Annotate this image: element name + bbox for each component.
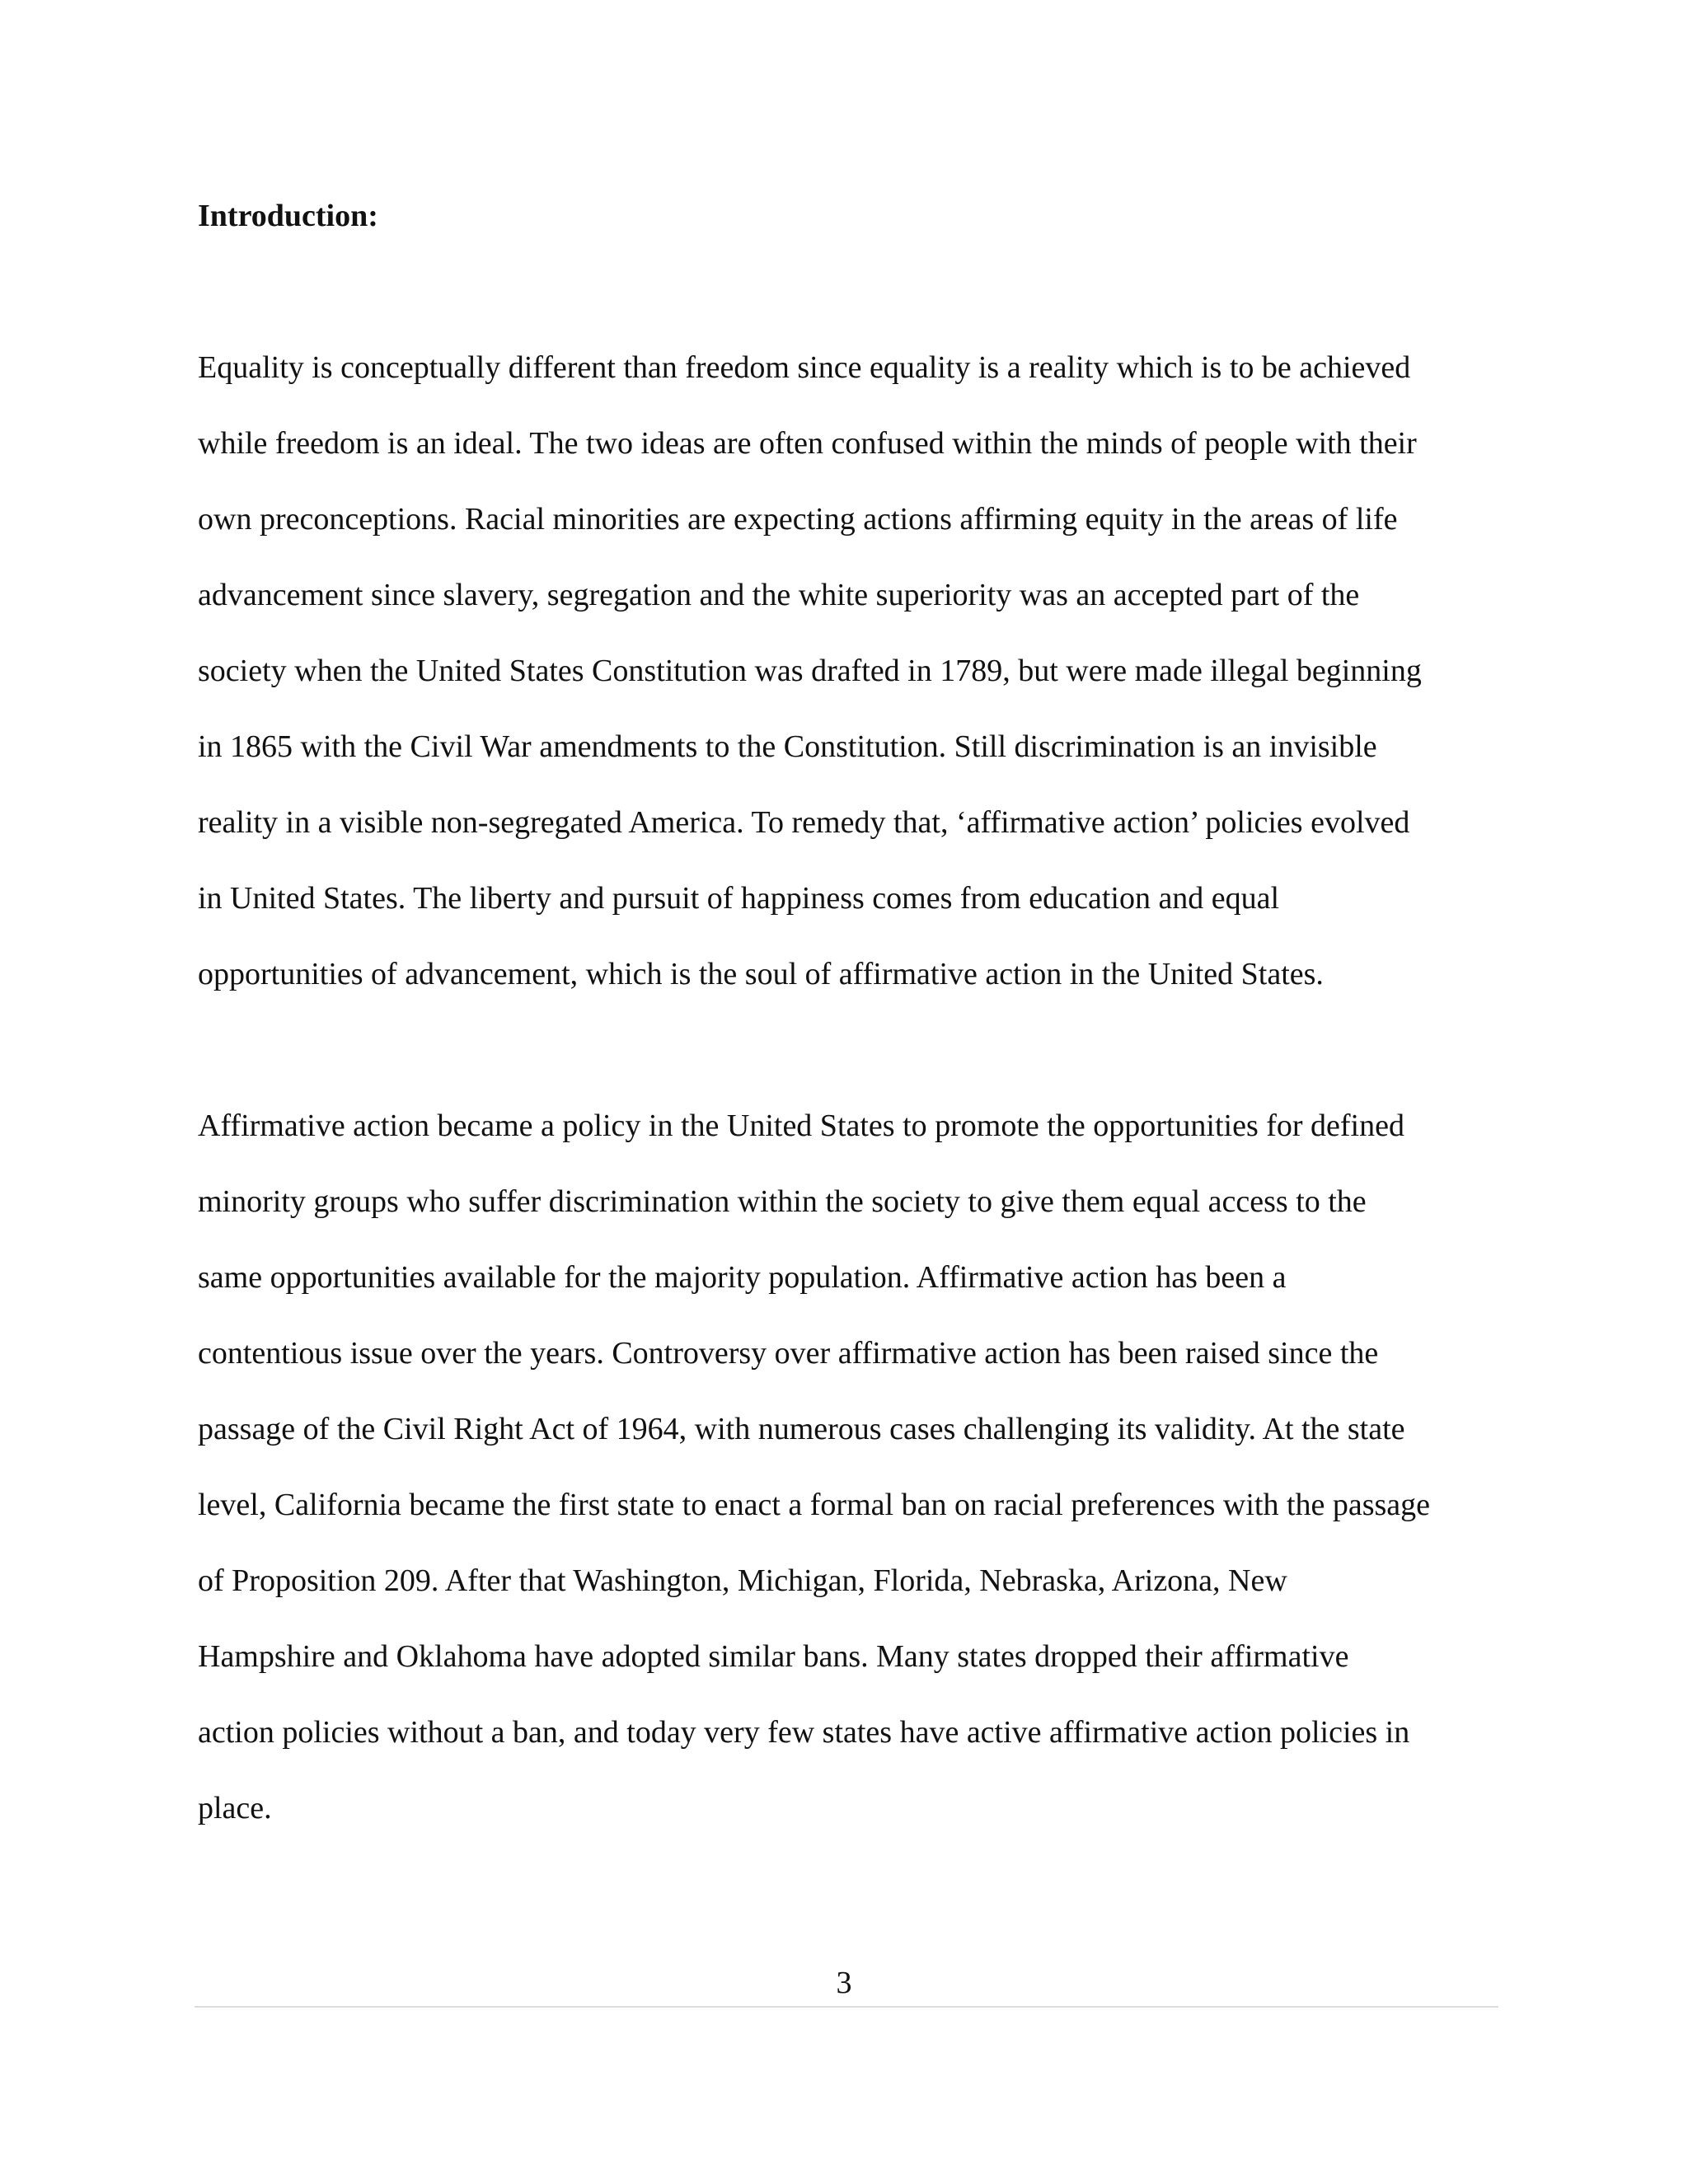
paragraph-line: in United States. The liberty and pursuit of happiness comes from education and equal [198,881,1280,916]
paragraph-line: advancement since slavery, segregation and the white superiority was an accepted part of the [198,578,1360,612]
paragraph-line: reality in a visible non-segregated America. To remedy that, ‘affirmative action’ policies evolved [198,805,1410,840]
paragraph-1 [198,330,1500,1012]
section-heading [198,194,378,237]
paragraph-line: opportunities of advancement, which is the soul of affirmative action in the United States. [198,957,1324,991]
paragraph-line: of Proposition 209. After that Washington, Michigan, Florida, Nebraska, Arizona, New [198,1563,1287,1598]
paragraph-line: in 1865 with the Civil War amendments to the Constitution. Still discrimination is an invisible [198,729,1377,764]
paragraph-line: while freedom is an ideal. The two ideas are often confused within the minds of people with their [198,426,1417,461]
section-heading-colon: : [368,199,378,233]
paragraph-line: minority groups who suffer discrimination within the society to give them equal access to the [198,1184,1367,1219]
page-number: 3 [836,1966,852,2000]
paragraph-line: own preconceptions. Racial minorities are expecting actions affirming equity in the areas of life [198,502,1398,537]
paragraph-line: contentious issue over the years. Controversy over affirmative action has been raised since the [198,1336,1379,1371]
footer-divider [195,2006,1498,2008]
paragraph-line: place. [198,1791,272,1825]
paragraph-line: Hampshire and Oklahoma have adopted similar bans. Many states dropped their affirmative [198,1639,1349,1674]
section-heading-title: Introduction [198,199,368,233]
paragraph-line: passage of the Civil Right Act of 1964, with numerous cases challenging its validity. At the state [198,1412,1405,1446]
paragraph-line: Equality is conceptually different than freedom since equality is a reality which is to be achieved [198,350,1411,385]
paragraph-line: level, California became the first state to enact a formal ban on racial preferences with the passage [198,1488,1431,1522]
paragraph-2 [198,1088,1500,1846]
paragraph-line: same opportunities available for the majority population. Affirmative action has been a [198,1260,1287,1295]
paragraph-line: action policies without a ban, and today very few states have active affirmative action policies in [198,1715,1410,1750]
paragraph-line: Affirmative action became a policy in the United States to promote the opportunities for defined [198,1108,1404,1143]
paragraph-line: society when the United States Constitution was drafted in 1789, but were made illegal beginning [198,654,1422,688]
